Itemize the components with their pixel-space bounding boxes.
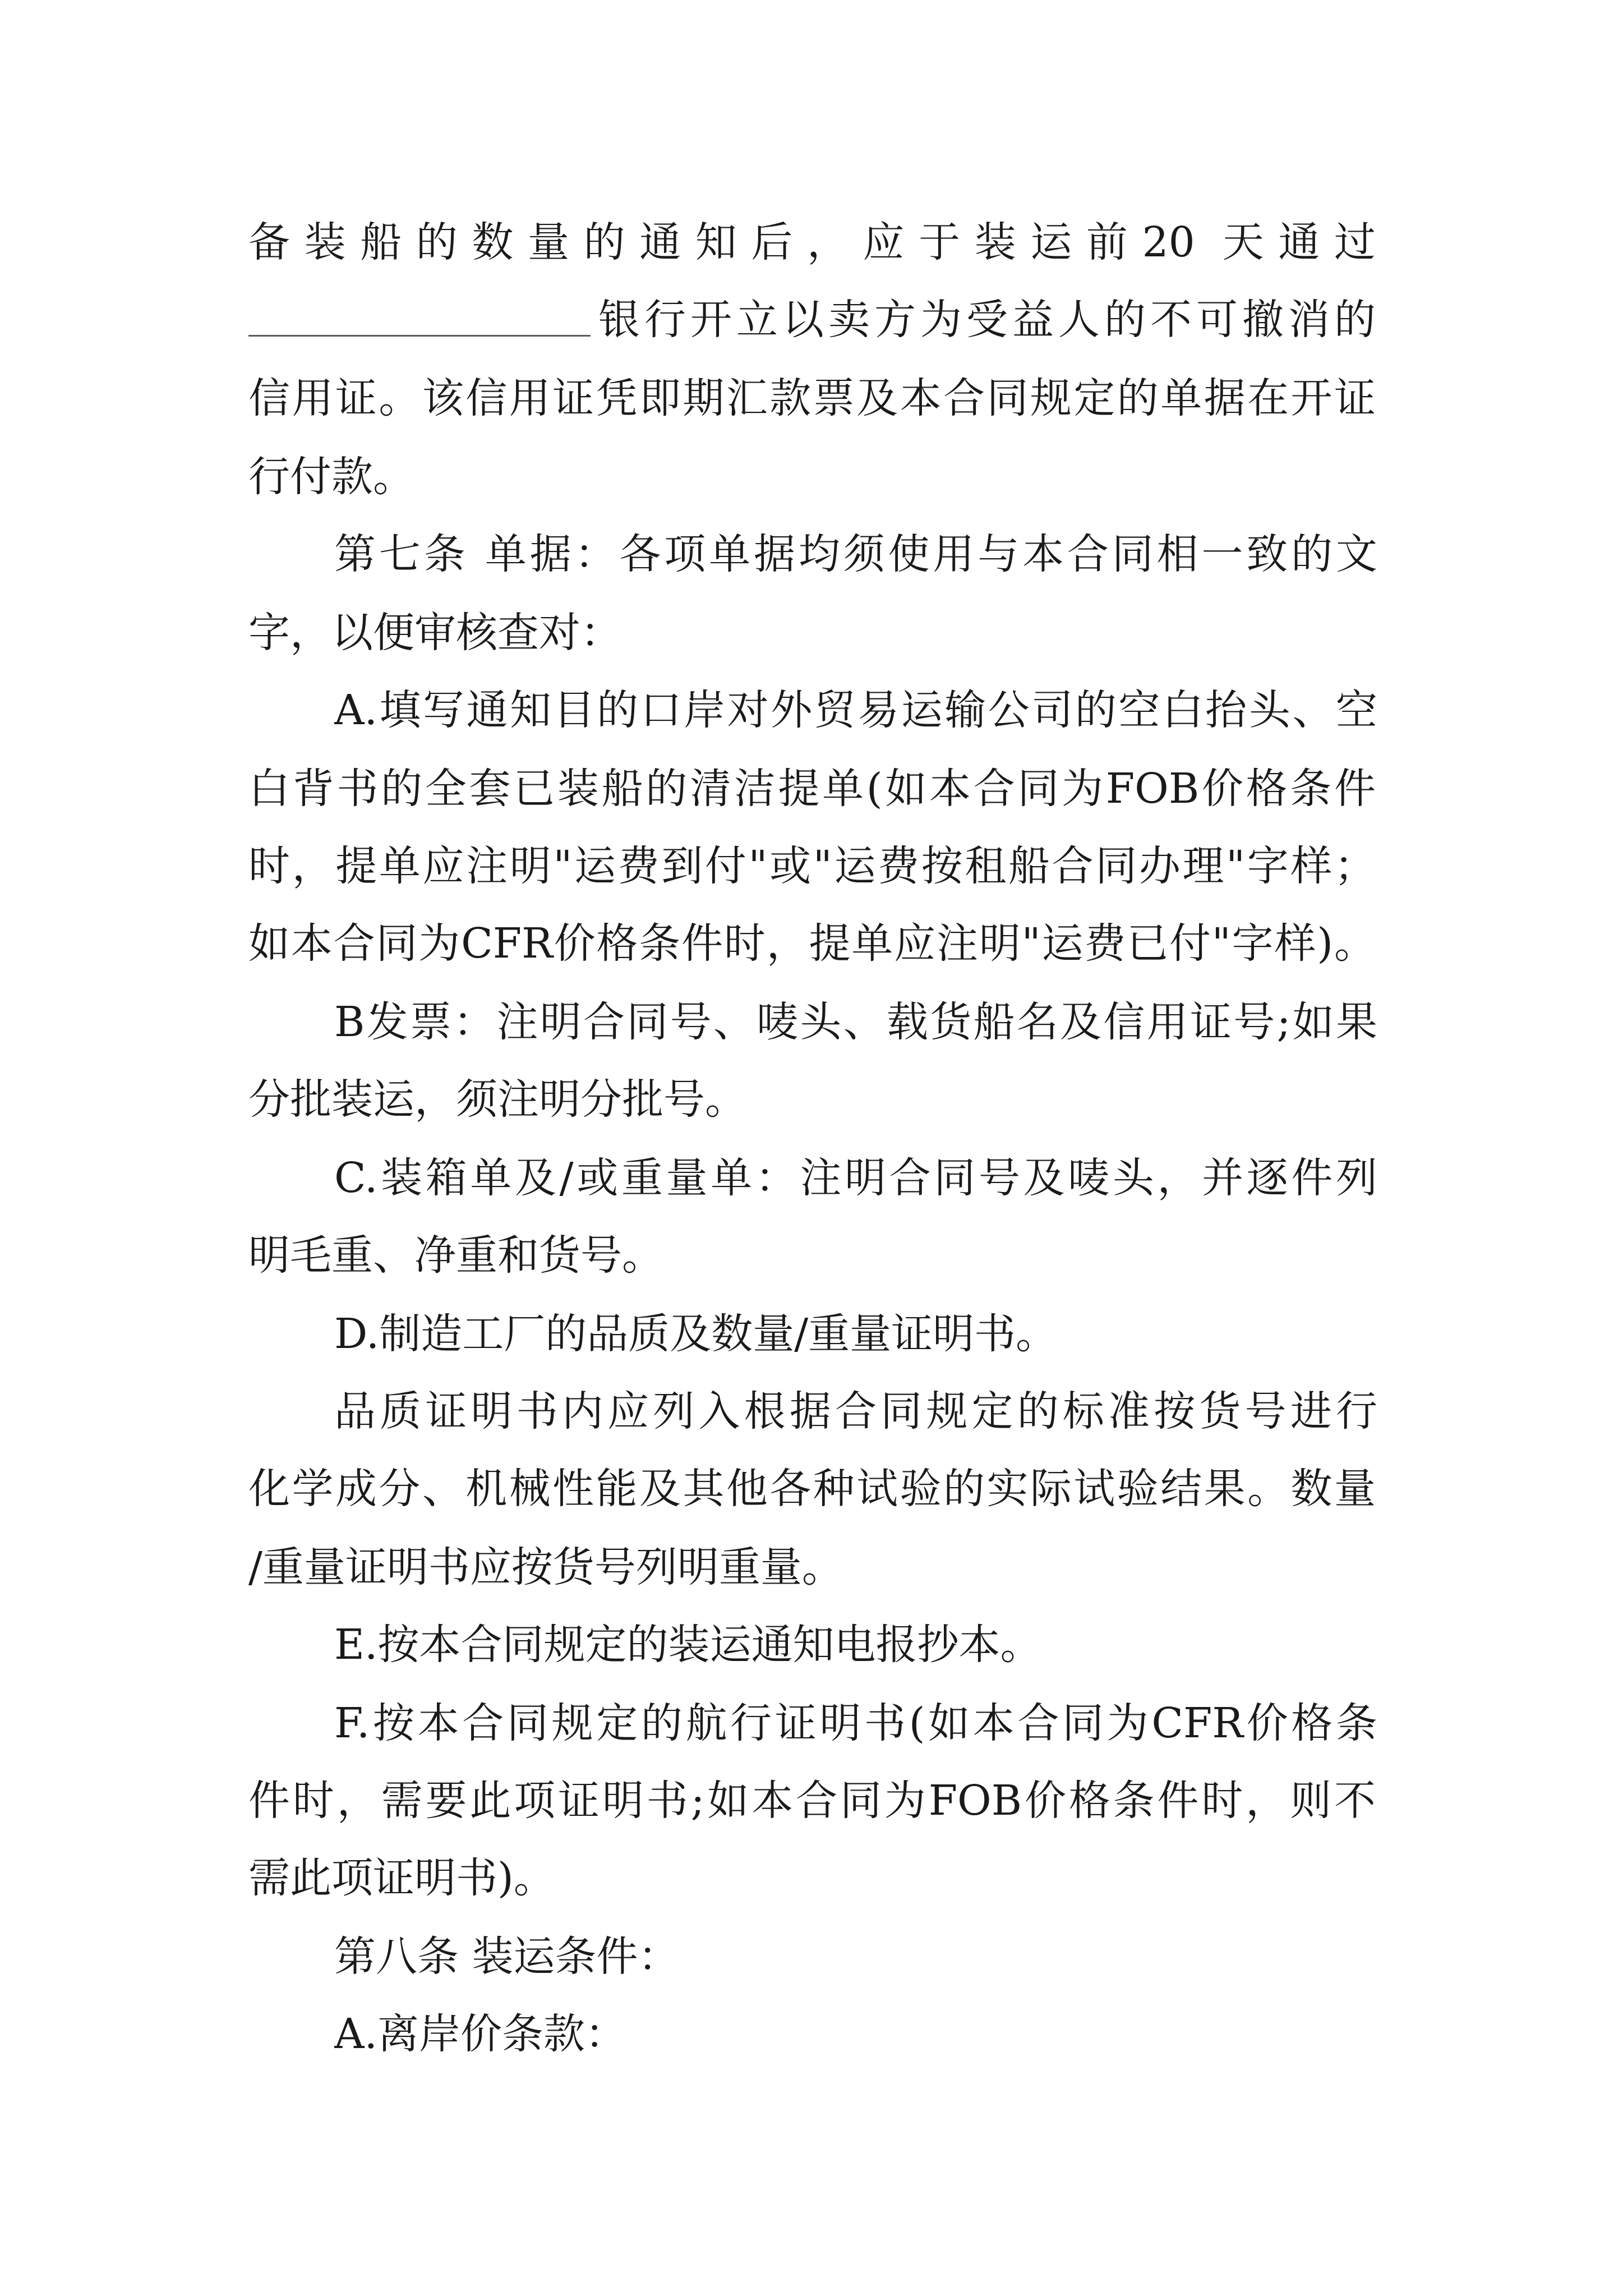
- fill-in-blank: [248, 329, 591, 337]
- item-d-line: D.制造工厂的品质及数量/重量证明书。: [334, 1310, 1058, 1358]
- paragraph-line: 备装船的数量的通知后，应于装运前20 天通过: [248, 218, 1376, 266]
- item-e-line: E.按本合同规定的装运通知电报抄本。: [334, 1621, 1042, 1669]
- paragraph-line: /重量证明书应按货号列明重量。: [248, 1543, 843, 1591]
- paragraph-line: 件时，需要此项证明书;如本合同为FOB价格条件时，则不: [248, 1777, 1376, 1825]
- paragraph-line-text: 银行开立以卖方为受益人的不可撤消的: [594, 296, 1376, 344]
- paragraph-line: 字，以便审核查对：: [248, 609, 622, 657]
- paragraph-line: 需此项证明书)。: [248, 1854, 555, 1902]
- item-c-line: C.装箱单及/或重量单：注明合同号及唛头，并逐件列: [334, 1154, 1377, 1202]
- paragraph-line: 品质证明书内应列入根据合同规定的标准按货号进行: [334, 1387, 1377, 1435]
- item-f-line: F.按本合同规定的航行证明书(如本合同为CFR价格条: [334, 1699, 1377, 1747]
- paragraph-line: 白背书的全套已装船的清洁提单(如本合同为FOB价格条件: [248, 765, 1376, 813]
- paragraph-line: 如本合同为CFR价格条件时，提单应注明"运费已付"字样)。: [248, 919, 1376, 968]
- paragraph-line: 化学成分、机械性能及其他各种试验的实际试验结果。数量: [248, 1465, 1376, 1513]
- paragraph-line: 信用证。该信用证凭即期汇款票及本合同规定的单据在开证: [248, 374, 1376, 422]
- item-a-line: A.填写通知目的口岸对外贸易运输公司的空白抬头、空: [334, 686, 1377, 734]
- article-8-heading: 第八条 装运条件：: [334, 1932, 680, 1981]
- item-b-line: B发票：注明合同号、唛头、载货船名及信用证号;如果: [334, 998, 1377, 1046]
- paragraph-line: [248, 286, 1376, 353]
- paragraph-line: 明毛重、净重和货号。: [248, 1231, 663, 1280]
- paragraph-line: 时，提单应注明"运费到付"或"运费按租船合同办理"字样；: [248, 842, 1376, 890]
- item-a-line: A.离岸价条款：: [334, 2010, 626, 2058]
- paragraph-line: 行付款。: [248, 453, 414, 501]
- paragraph-line: 分批装运，须注明分批号。: [248, 1075, 746, 1124]
- article-7-heading: 第七条 单据：各项单据均须使用与本合同相一致的文: [334, 530, 1377, 578]
